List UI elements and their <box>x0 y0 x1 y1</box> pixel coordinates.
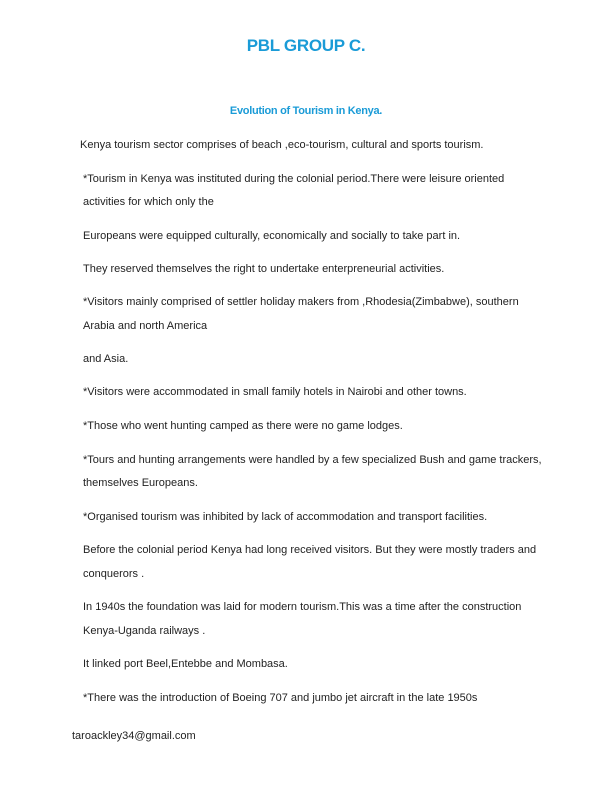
text-line: activities for which only the <box>83 196 214 208</box>
text-line: *Visitors were accommodated in small family hotels in Nairobi and other towns. <box>83 386 467 398</box>
text-line: *Visitors mainly comprised of settler holiday makers from ,Rhodesia(Zimbabwe), southern <box>83 296 519 308</box>
footer-email: taroackley34@gmail.com <box>72 730 196 742</box>
text-line: They reserved themselves the right to undertake enterpreneurial activities. <box>83 263 445 275</box>
text-line: Kenya-Uganda railways . <box>83 625 206 637</box>
text-line: Kenya tourism sector comprises of beach ,eco-tourism, cultural and sports tourism. <box>80 139 484 151</box>
text-line: conquerors . <box>83 568 145 580</box>
text-line: It linked port Beel,Entebbe and Mombasa. <box>83 658 288 670</box>
text-line: Europeans were equipped culturally, economically and socially to take part in. <box>83 230 461 242</box>
section-heading: Evolution of Tourism in Kenya. <box>229 105 383 117</box>
text-line: and Asia. <box>83 353 129 365</box>
text-line: *Organised tourism was inhibited by lack of accommodation and transport facilities. <box>83 511 488 523</box>
text-line: Arabia and north America <box>83 320 208 332</box>
text-line: *There was the introduction of Boeing 707 and jumbo jet aircraft in the late 1950s <box>83 692 478 704</box>
text-line: themselves Europeans. <box>83 477 198 489</box>
text-line: Before the colonial period Kenya had long received visitors. But they were mostly traders and <box>83 544 537 556</box>
page-title: PBL GROUP C. <box>246 36 366 55</box>
text-line: In 1940s the foundation was laid for modern tourism.This was a time after the construction <box>83 601 522 613</box>
text-line: *Those who went hunting camped as there were no game lodges. <box>83 420 403 432</box>
text-line: *Tours and hunting arrangements were handled by a few specialized Bush and game trackers, <box>83 454 542 466</box>
text-line: *Tourism in Kenya was instituted during the colonial period.There were leisure oriented <box>83 173 505 185</box>
